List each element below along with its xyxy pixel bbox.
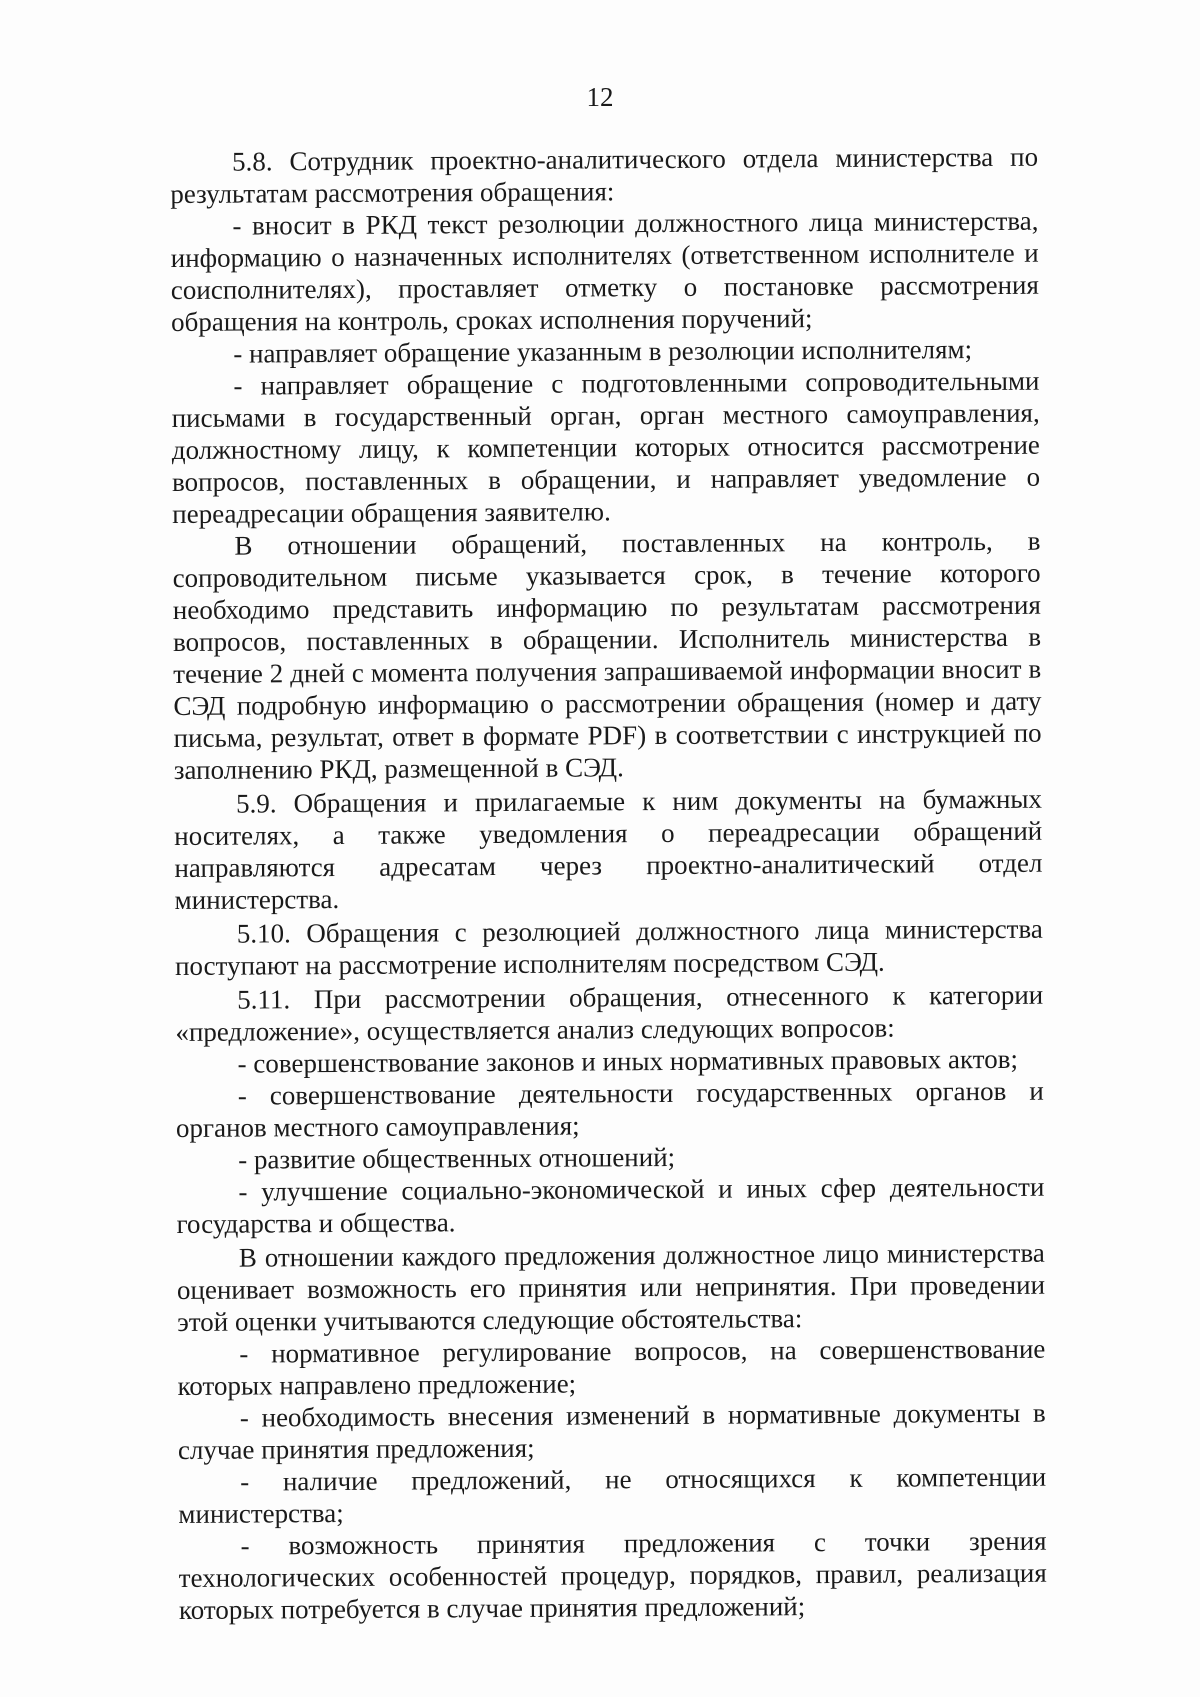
paragraph-control: В отношении обращений, поставленных на контроль, в сопроводительном письме указывается срок, в течение которого необходимо представить информацию по результатам рассмотрения вопросов, поставленных в обращении. Исполнитель министерства в течение 2 дней с момента получения запрашиваемой информации вносит в СЭД подробную информацию о рассмотрении обращения (номер и дату письма, результат, ответ в формате PDF) в соответствии с инструкцией по заполнению РКД, размещенной в СЭД. xyxy=(172,525,1042,785)
document-body xyxy=(170,141,1047,1626)
list-item: - вносит в РКД текст резолюции должностного лица министерства, информацию о назначенных исполнителях (ответственном исполнителе и соисполнителях), проставляет отметку о постановке рассмотрения обращения на контроль, сроках исполнения поручений; xyxy=(170,205,1039,337)
list-item: - наличие предложений, не относящихся к компетенции министерства; xyxy=(178,1461,1047,1529)
list-item: - совершенствование деятельности государственных органов и органов местного самоуправления; xyxy=(175,1075,1044,1143)
paragraph-5-10: 5.10. Обращения с резолюцией должностного лица министерства поступают на рассмотрение исполнителям посредством СЭД. xyxy=(174,913,1043,981)
paragraph-5-11: 5.11. При рассмотрении обращения, отнесенного к категории «предложение», осуществляется анализ следующих вопросов: xyxy=(175,979,1044,1047)
list-item: - нормативное регулирование вопросов, на совершенствование которых направлено предложение; xyxy=(177,1333,1046,1401)
list-item: - направляет обращение с подготовленными сопроводительными письмами в государственный орган, орган местного самоуправления, должностному лицу, к компетенции которых относится рассмотрение вопросов, поставленных в обращении, и направляет уведомление о переадресации обращения заявителю. xyxy=(171,365,1041,529)
list-item: - направляет обращение указанным в резолюции исполнителям; xyxy=(233,334,973,369)
paragraph-5-8: 5.8. Сотрудник проектно-аналитического отдела министерства по результатам рассмотрения обращения: xyxy=(170,141,1039,209)
list-item: - возможность принятия предложения с точки зрения технологических особенностей процедур, порядков, правил, реализация которых потребуется в случае принятия предложений; xyxy=(178,1525,1047,1625)
list-item: - улучшение социально-экономической и иных сфер деятельности государства и общества. xyxy=(176,1171,1045,1239)
paragraph-5-9: 5.9. Обращения и прилагаемые к ним документы на бумажных носителях, а также уведомления о переадресации обращений направляются адресатам через проектно-аналитический отдел министерства. xyxy=(174,783,1043,915)
list-item: - развитие общественных отношений; xyxy=(238,1141,676,1175)
list-item: - совершенствование законов и иных нормативных правовых актов; xyxy=(237,1043,1019,1079)
list-item: - необходимость внесения изменений в нормативные документы в случае принятия предложения; xyxy=(177,1397,1046,1465)
page-number: 12 xyxy=(586,82,614,112)
paragraph-proposal-assessment: В отношении каждого предложения должностное лицо министерства оценивает возможность его принятия или непринятия. При проведении этой оценки учитываются следующие обстоятельства: xyxy=(176,1237,1046,1337)
